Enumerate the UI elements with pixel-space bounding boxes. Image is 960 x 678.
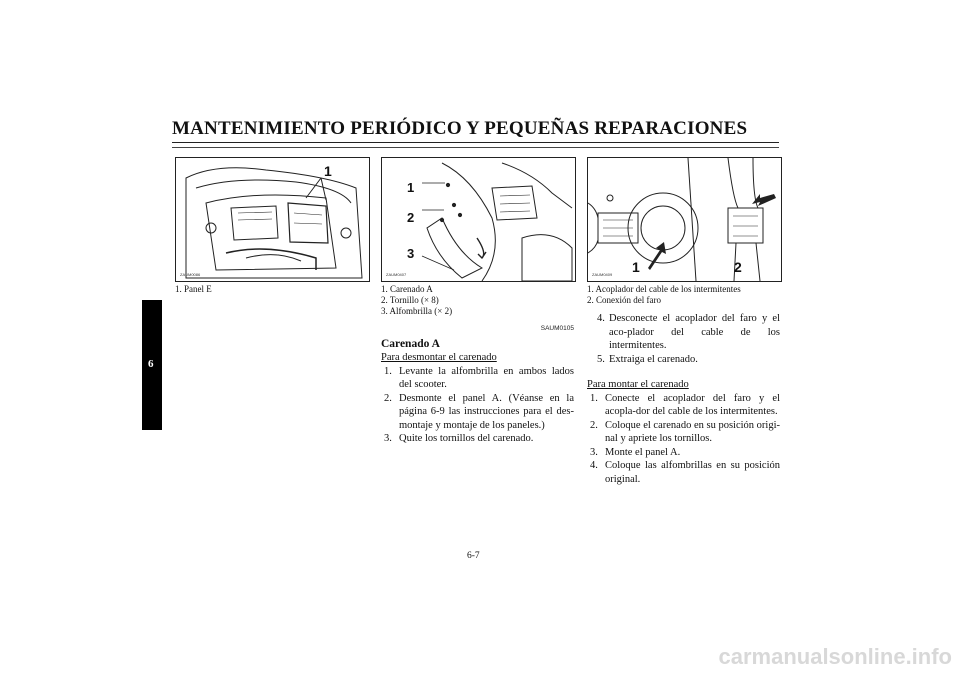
chapter-tab [142,300,162,430]
callout-1: 1 [632,259,640,275]
figure-code: ZAUM0409 [592,272,613,277]
callout-1: 1 [407,180,415,195]
callout-2: 2 [734,259,742,275]
figure-1-captions [175,284,212,295]
caption: 2. Tornillo (× 8) [381,295,439,305]
caption: 2. Conexión del faro [587,295,661,305]
figure-code: ZAUM0407 [386,272,407,277]
caption: 3. Alfombrilla (× 2) [381,306,453,316]
column-2-text [381,322,574,446]
chapter-tab-label: 6 [148,358,154,370]
step-item: 2. Coloque el carenado en su posición origi-nal y apriete los tornillos. [590,419,780,444]
title-rule-thin [172,147,779,148]
caption: 1. Carenado A [381,284,433,294]
step-item: 4. Desconecte el acoplador del faro y el aco-plador del cable de los intermitentes. [597,313,780,351]
page-number: 6-7 [467,551,480,561]
subheading: Para montar el carenado [587,379,689,390]
section-heading: Carenado A [381,337,440,350]
panel-e-illustration [176,158,369,281]
figure-2-captions [381,284,452,317]
callout-3: 3 [407,246,415,261]
callout-1: 1 [324,163,332,179]
figure-carenado-a [381,157,576,282]
figure-panel-e [175,157,370,282]
callout-2: 2 [407,210,415,225]
title-rule [172,142,779,143]
page-title: MANTENIMIENTO PERIÓDICO Y PEQUEÑAS REPARACIONES [172,118,748,139]
figure-code: ZAUM0086 [180,272,201,277]
step-item: 1. Conecte el acoplador del faro y el acopla-dor del cable de los intermitentes. [590,392,780,417]
connectors-illustration [588,158,781,281]
subheading: Para desmontar el carenado [381,352,497,363]
step-item: 2. Desmonte el panel A. (Véanse en la página 6-9 las instrucciones para el des-montaje y montaje de los paneles.) [384,392,574,431]
step-item: 1. Levante la alfombrilla en ambos lados del scooter. [384,365,574,390]
step-item: 3. Quite los tornillos del carenado. [384,433,534,444]
column-3-text [587,312,780,486]
figure-3-captions [587,284,741,306]
step-item: 3. Monte el panel A. [590,446,681,458]
step-item: 5. Extraiga el carenado. [597,353,698,365]
reference-code: SAUM0105 [540,325,574,332]
watermark: carmanualsonline.info [718,644,952,669]
step-item: 4. Coloque las alfombrillas en su posición original. [590,460,780,485]
caption: 1. Acoplador del cable de los intermitentes [587,284,741,294]
caption: 1. Panel E [175,284,212,294]
figure-connectors [587,157,782,282]
